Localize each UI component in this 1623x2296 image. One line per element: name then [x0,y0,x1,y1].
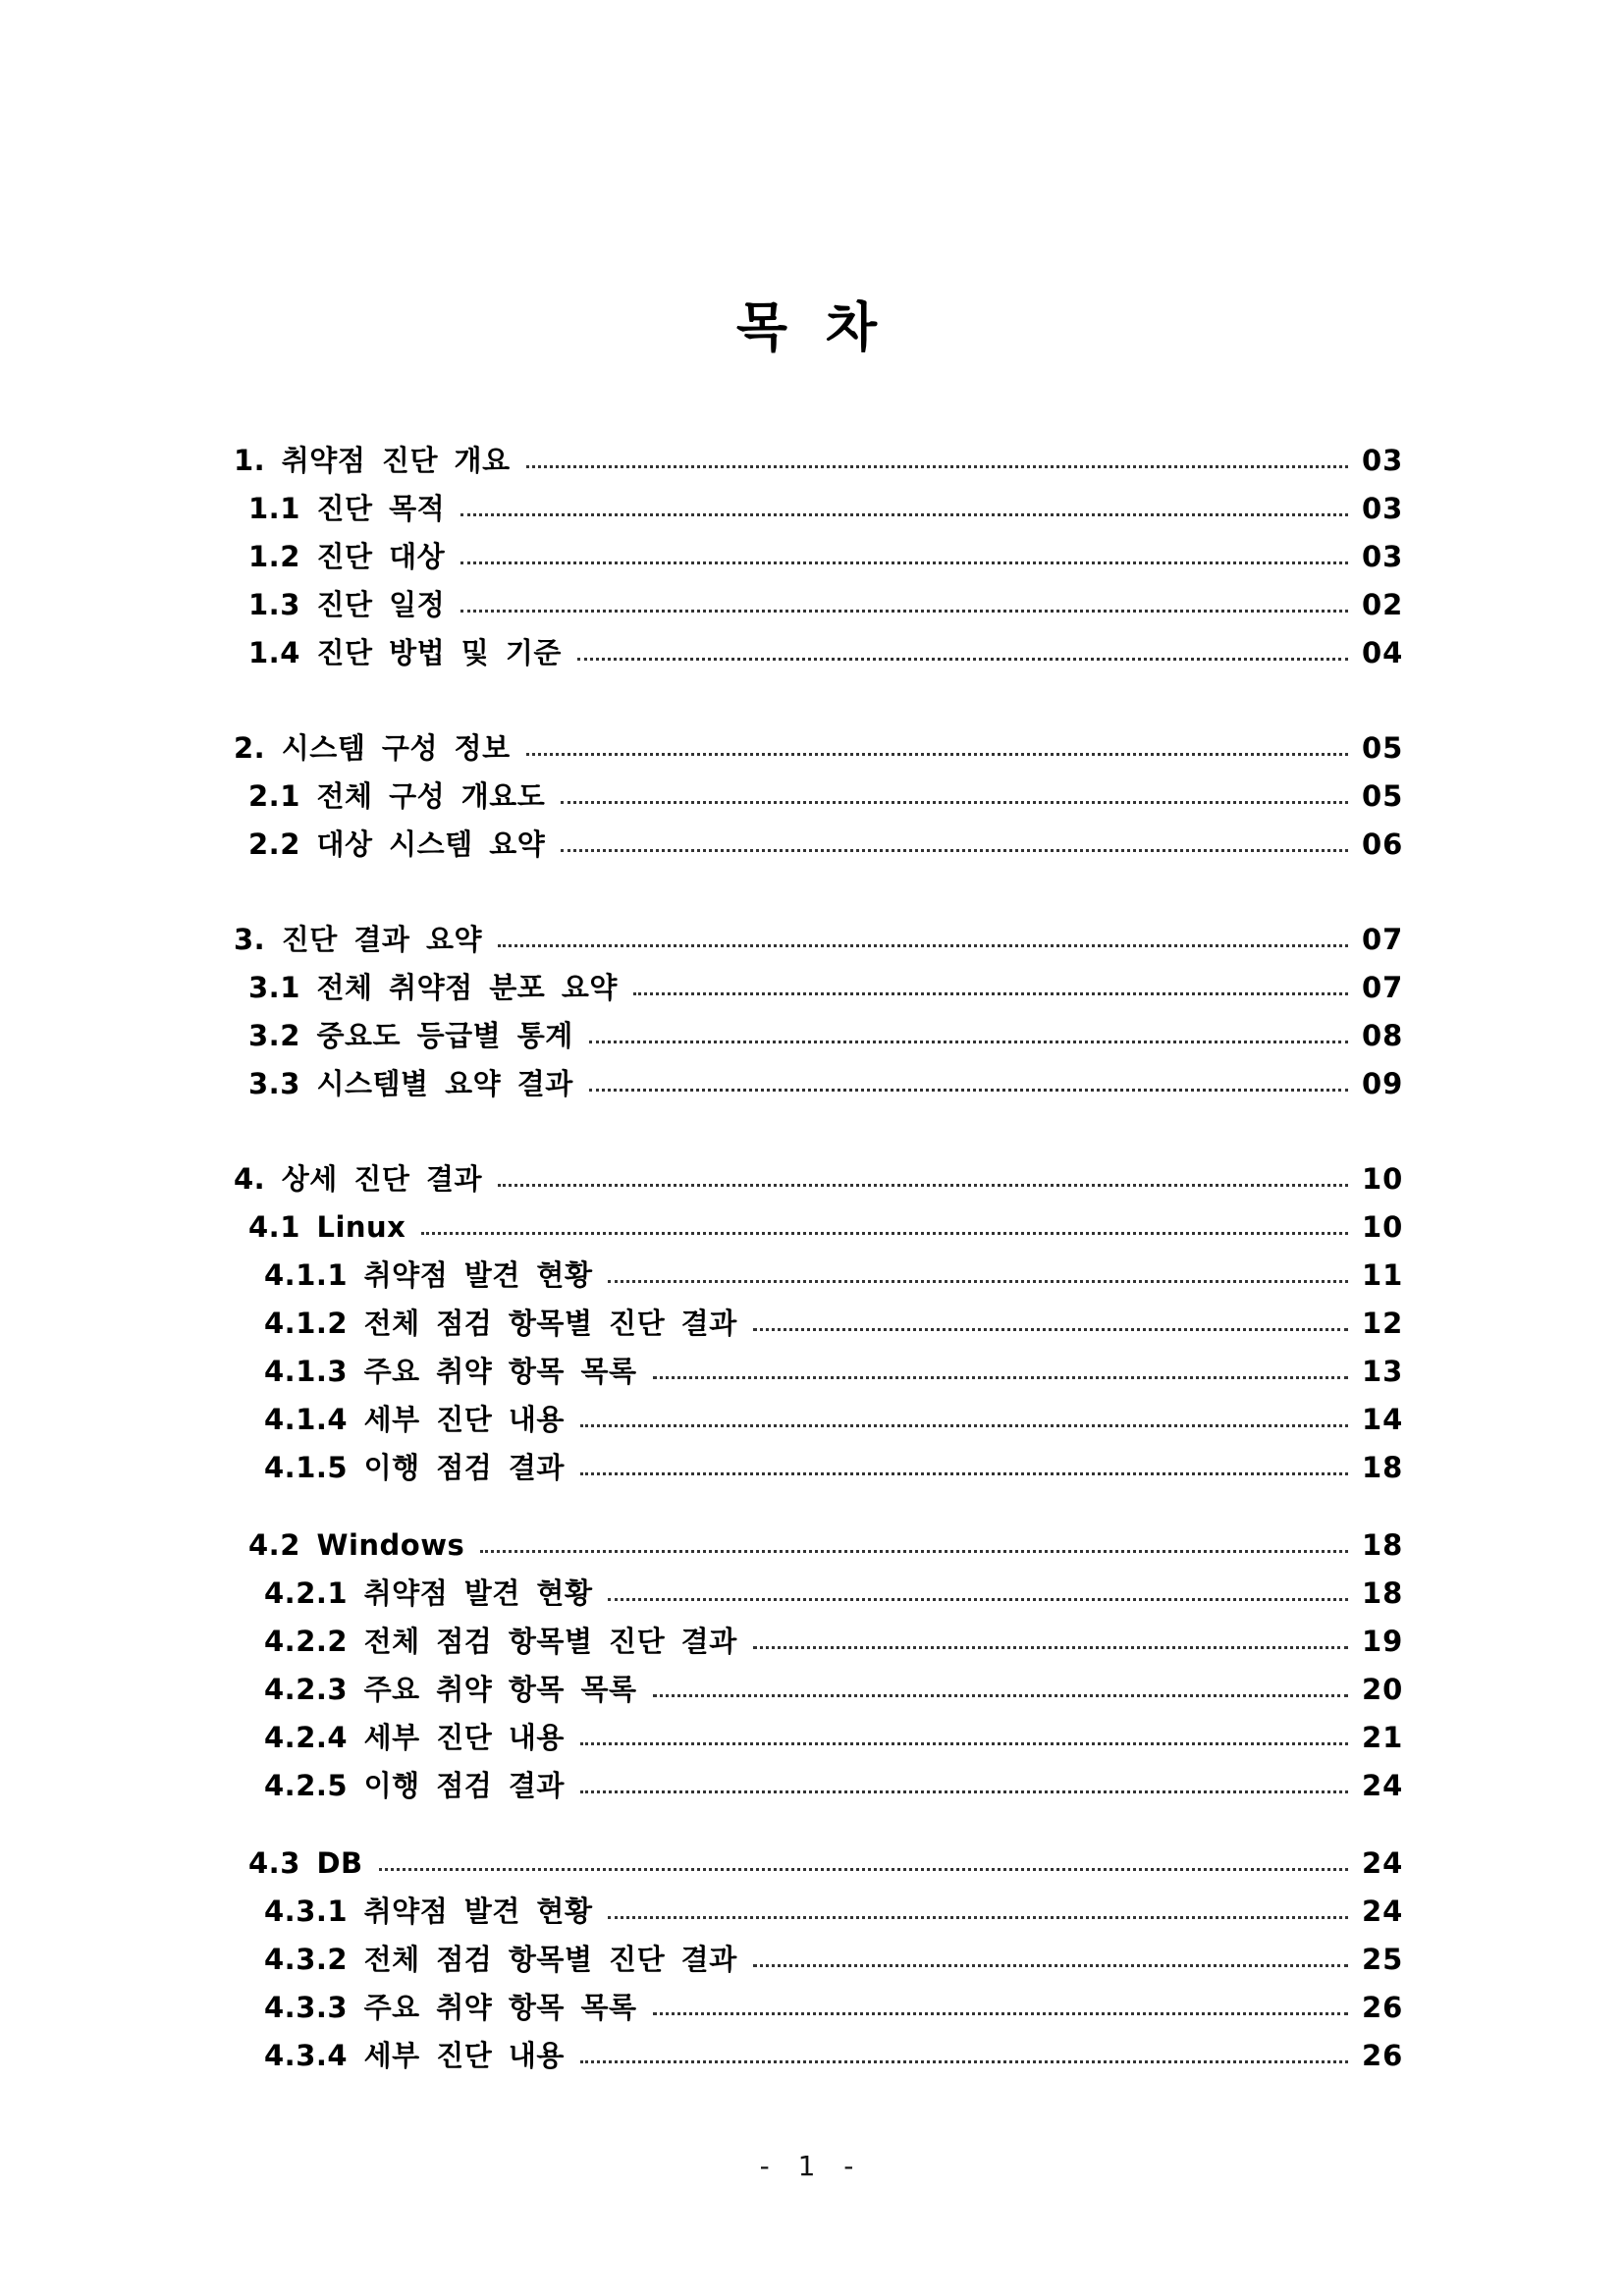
toc-entry[interactable] [264,1570,1404,1618]
dot-leader [753,1963,1348,1967]
toc-entry-page: 14 [1362,1403,1404,1436]
dot-leader [379,1867,1348,1871]
toc-entry-label: 1.3 진단 일정 [248,588,446,621]
dot-leader [460,609,1348,613]
toc-entry-page: 03 [1362,492,1404,525]
toc-section-2 [0,724,1623,869]
dot-leader [653,2011,1348,2015]
toc-entry-page: 03 [1362,444,1404,477]
dot-leader [589,1040,1348,1043]
toc-entry-label: 4.3.2 전체 점검 항목별 진단 결과 [264,1943,737,1976]
dot-leader [653,1693,1348,1697]
toc-entry[interactable] [264,1714,1404,1762]
toc-entry-page: 05 [1362,731,1404,765]
toc-section-4-2 [0,1522,1623,1810]
toc-entry[interactable] [248,964,1404,1012]
toc-entry-page: 12 [1362,1307,1404,1340]
toc-entry-label: 4.3.3 주요 취약 항목 목록 [264,1991,637,2024]
toc-entry[interactable] [264,1300,1404,1348]
dot-leader [753,1327,1348,1331]
page-number-footer: - 1 - [759,2150,864,2182]
toc-entry-label: 1. 취약점 진단 개요 [234,444,511,477]
toc-entry-page: 08 [1362,1019,1404,1052]
toc-entry-page: 07 [1362,923,1404,956]
toc-section-4-3 [0,1840,1623,2080]
dot-leader [561,800,1348,804]
toc-entry[interactable] [248,821,1404,869]
page-title: 목 차 [735,296,888,359]
toc-entry[interactable] [248,1012,1404,1060]
toc-entry-label: 3. 진단 결과 요약 [234,923,483,956]
dot-leader [580,2059,1348,2063]
dot-leader [580,1471,1348,1475]
toc-entry-label: 4.3.1 취약점 발견 현황 [264,1895,593,1928]
toc-entry-page: 09 [1362,1067,1404,1100]
toc-entry-label: 4.1.5 이행 점검 결과 [264,1451,565,1484]
toc-entry-page: 24 [1362,1846,1404,1880]
dot-leader [608,1279,1348,1283]
toc-entry[interactable] [248,581,1404,629]
toc-entry[interactable] [264,1396,1404,1444]
dot-leader [498,943,1348,947]
toc-entry-label: 1.2 진단 대상 [248,540,446,573]
toc-entry[interactable] [248,1060,1404,1108]
dot-leader [421,1231,1348,1235]
toc-entry-page: 18 [1362,1451,1404,1484]
dot-leader [633,991,1348,995]
toc-entry[interactable] [234,437,1404,485]
toc-entry[interactable] [248,629,1404,677]
dot-leader [561,848,1348,852]
toc-entry[interactable] [264,1618,1404,1666]
toc-entry[interactable] [248,773,1404,821]
toc-entry-label: 4.2.1 취약점 발견 현황 [264,1576,593,1610]
toc-entry-page: 18 [1362,1528,1404,1562]
toc-entry[interactable] [264,1444,1404,1492]
toc-entry[interactable] [248,533,1404,581]
dot-leader [653,1375,1348,1379]
toc-section-4 [0,1155,1623,1492]
dot-leader [526,464,1348,468]
toc-entry-label: 4.1 Linux [248,1210,406,1244]
toc-entry-label: 4.1.2 전체 점검 항목별 진단 결과 [264,1307,737,1340]
toc-entry-label: 3.1 전체 취약점 분포 요약 [248,971,618,1004]
toc-entry-label: 1.4 진단 방법 및 기준 [248,636,562,669]
toc-entry-label: 4.3 DB [248,1846,363,1880]
toc-entry-label: 4.2.2 전체 점검 항목별 진단 결과 [264,1625,737,1658]
toc-entry-page: 05 [1362,779,1404,813]
toc-entry-page: 11 [1362,1258,1404,1292]
toc-entry-label: 4.2.5 이행 점검 결과 [264,1769,565,1802]
toc-entry[interactable] [248,1203,1404,1252]
toc-entry-page: 25 [1362,1943,1404,1976]
toc-entry-label: 1.1 진단 목적 [248,492,446,525]
toc-entry[interactable] [264,1888,1404,1936]
toc-section-1 [0,437,1623,677]
dot-leader [580,1741,1348,1745]
toc-entry-page: 07 [1362,971,1404,1004]
toc-entry-label: 4.2 Windows [248,1528,465,1562]
toc-entry-page: 18 [1362,1576,1404,1610]
toc-entry[interactable] [248,485,1404,533]
toc-entry-page: 10 [1362,1210,1404,1244]
toc-entry[interactable] [264,1936,1404,1984]
toc-entry-label: 3.2 중요도 등급별 통계 [248,1019,573,1052]
toc-entry[interactable] [264,1666,1404,1714]
toc-entry-label: 4.1.1 취약점 발견 현황 [264,1258,593,1292]
toc-entry[interactable] [264,1252,1404,1300]
toc-entry-label: 3.3 시스템별 요약 결과 [248,1067,573,1100]
toc-entry-page: 03 [1362,540,1404,573]
toc-entry[interactable] [264,1762,1404,1810]
toc-entry-label: 4.3.4 세부 진단 내용 [264,2039,565,2072]
toc-entry-label: 4.1.3 주요 취약 항목 목록 [264,1355,637,1388]
toc-section-3 [0,916,1623,1108]
toc-entry-page: 06 [1362,828,1404,861]
toc-entry-page: 19 [1362,1625,1404,1658]
dot-leader [608,1915,1348,1919]
toc-entry-page: 26 [1362,1991,1404,2024]
dot-leader [577,657,1348,661]
toc-entry[interactable] [264,1984,1404,2032]
dot-leader [498,1183,1348,1187]
toc-entry-page: 26 [1362,2039,1404,2072]
toc-entry-page: 24 [1362,1895,1404,1928]
dot-leader [460,512,1348,516]
toc-entry-page: 04 [1362,636,1404,669]
toc-entry-label: 2. 시스템 구성 정보 [234,731,511,765]
toc-entry-page: 24 [1362,1769,1404,1802]
toc-entry-label: 4.2.4 세부 진단 내용 [264,1721,565,1754]
dot-leader [460,561,1348,564]
dot-leader [526,752,1348,756]
toc-entry[interactable] [234,916,1404,964]
toc-entry-label: 4. 상세 진단 결과 [234,1162,483,1196]
dot-leader [589,1088,1348,1092]
toc-entry-page: 21 [1362,1721,1404,1754]
toc-entry-page: 13 [1362,1355,1404,1388]
toc-entry-label: 4.2.3 주요 취약 항목 목록 [264,1673,637,1706]
toc-entry-label: 2.1 전체 구성 개요도 [248,779,546,813]
toc-entry-label: 4.1.4 세부 진단 내용 [264,1403,565,1436]
toc-entry[interactable] [248,1840,1404,1888]
dot-leader [480,1549,1348,1553]
toc-entry-page: 02 [1362,588,1404,621]
toc-entry[interactable] [264,2032,1404,2080]
dot-leader [580,1423,1348,1427]
toc-entry-page: 20 [1362,1673,1404,1706]
dot-leader [580,1789,1348,1793]
toc-entry[interactable] [248,1522,1404,1570]
dot-leader [608,1597,1348,1601]
table-of-contents [0,437,1623,2080]
toc-entry-page: 10 [1362,1162,1404,1196]
toc-entry[interactable] [234,1155,1404,1203]
dot-leader [753,1645,1348,1649]
toc-entry[interactable] [264,1348,1404,1396]
toc-entry-label: 2.2 대상 시스템 요약 [248,828,546,861]
toc-entry[interactable] [234,724,1404,773]
